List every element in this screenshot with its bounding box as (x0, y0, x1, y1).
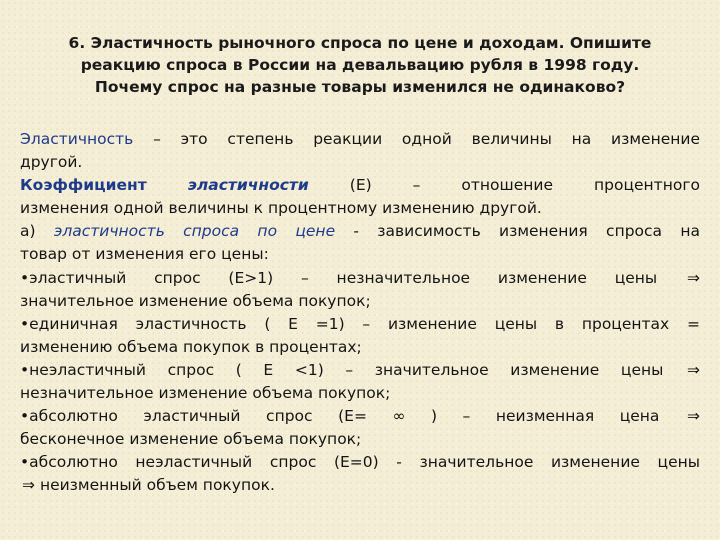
slide-title (20, 32, 700, 98)
bullet-perfectly-inelastic (20, 451, 700, 474)
definition-text: - зависимость изменения спроса на (353, 222, 700, 241)
title-line: 6. Эластичность рыночного спроса по цене и доходам. Опишите (68, 34, 652, 52)
bullet-continuation: незначительное изменение объема покупок; (20, 384, 391, 403)
implies-arrow-icon: ⇒ (22, 476, 35, 495)
bullet-text: •неэластичный спрос ( Е <1) – значительное изменение цены (20, 360, 664, 379)
bullet-text: неизменный объем покупок. (39, 476, 275, 495)
definition-word: процентного (594, 176, 700, 195)
bullet-continuation: бесконечное изменение объема покупок; (20, 430, 362, 449)
definition-text: другой. (20, 153, 83, 172)
coefficient-symbol: (Е) (349, 176, 372, 195)
bullet-inelastic (20, 359, 700, 382)
term-coefficient: Коэффициент (20, 176, 147, 195)
definition-text: товар от изменения его цены: (20, 245, 269, 264)
definition-text: изменения одной величины к процентному изменению другой. (20, 199, 542, 218)
bullet-elastic (20, 267, 700, 290)
bullet-continuation: значительное изменение объема покупок; (20, 291, 371, 310)
implies-arrow-icon: ⇒ (687, 407, 700, 426)
definition-coefficient (20, 174, 700, 197)
price-elasticity-definition (20, 220, 700, 243)
term-elasticity: Эластичность (20, 130, 134, 148)
bullet-unit (20, 313, 700, 336)
implies-arrow-icon: ⇒ (686, 268, 700, 287)
bullet-perfectly-elastic (20, 405, 700, 428)
bullet-text: •абсолютно неэластичный спрос (Е=0) - значительное изменение цены (20, 453, 700, 472)
definition-elasticity (20, 128, 700, 151)
slide-body (20, 128, 700, 498)
title-line: Почему спрос на разные товары изменился не одинаково? (94, 78, 626, 96)
bullet-text: •абсолютно эластичный спрос (Е= ∞ ) – неизменная цена (20, 407, 660, 426)
term-elasticity-italic: эластичности (187, 176, 309, 195)
implies-arrow-icon: ⇒ (687, 360, 700, 379)
bullet-text: •единичная эластичность ( Е =1) – изменение цены в процентах = (20, 314, 700, 333)
bullet-continuation (20, 474, 700, 497)
item-prefix: а) (20, 222, 36, 241)
definition-text: – это степень реакции одной величины на изменение (133, 130, 700, 148)
title-line: реакцию спроса в России на девальвацию рубля в 1998 году. (80, 56, 640, 74)
dash: – (412, 176, 421, 195)
bullet-text: •эластичный спрос (Е>1) – незначительное изменение цены (20, 268, 658, 287)
bullet-continuation: изменению объема покупок в процентах; (20, 337, 362, 356)
definition-word: отношение (461, 176, 553, 195)
term-price-elasticity: эластичность спроса по цене (53, 222, 336, 241)
